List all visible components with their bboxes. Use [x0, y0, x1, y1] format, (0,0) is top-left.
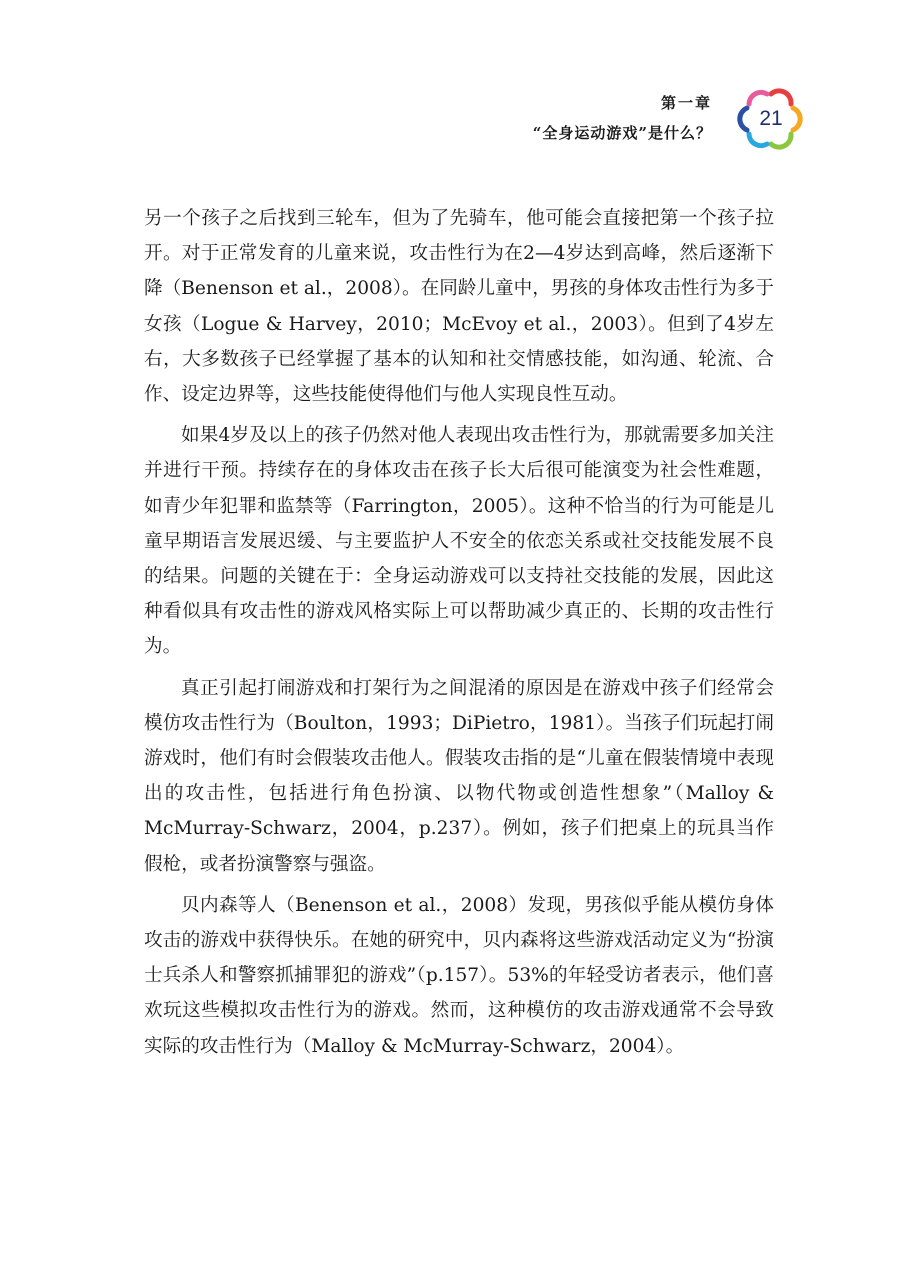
paragraph-2: 如果4岁及以上的孩子仍然对他人表现出攻击性行为，那就需要多加关注并进行干预。持续存在的身体攻击在孩子长大后很可能演变为社会性难题，如青少年犯罪和监禁等（Farrington，2005）。这种不恰当的行为可能是儿童早期语言发展迟缓、与主要监护人不安全的依恋关系或社交技能发展不良的结果。问题的关键在于：全身运动游戏可以支持社交技能的发展，因此这种看似具有攻击性的游戏风格实际上可以帮助减少真正的、长期的攻击性行为。 — [144, 425, 774, 658]
running-header — [533, 92, 712, 144]
paragraph-1: 另一个孩子之后找到三轮车，但为了先骑车，他可能会直接把第一个孩子拉开。对于正常发育的儿童来说，攻击性行为在2—4岁达到高峰，然后逐渐下降（Benenson et al.，2008）。在同龄儿童中，男孩的身体攻击性行为多于女孩（Logue & Harvey，2010；McEvoy et al.，2003）。但到了4岁左右，大多数孩子已经掌握了基本的认知和社交情感技能，如沟通、轮流、合作、设定边界等，这些技能使得他们与他人实现良性互动。 — [144, 208, 774, 406]
body-text — [144, 201, 774, 1064]
paragraph-3: 真正引起打闹游戏和打架行为之间混淆的原因是在游戏中孩子们经常会模仿攻击性行为（Boulton，1993；DiPietro，1981）。当孩子们玩起打闹游戏时，他们有时会假装攻击他人。假装攻击指的是“儿童在假装情境中表现出的攻击性，包括进行角色扮演、以物代物或创造性想象”（Malloy & McMurray-Schwarz，2004，p.237）。例如，孩子们把桌上的玩具当作假枪，或者扮演警察与强盗。 — [144, 677, 774, 875]
chapter-number: 第一章 — [660, 94, 712, 112]
page-number: 21 — [759, 107, 783, 130]
page-number-badge — [734, 82, 808, 156]
chapter-title: “全身运动游戏”是什么？ — [532, 124, 712, 142]
paragraph-4: 贝内森等人（Benenson et al.，2008）发现，男孩似乎能从模仿身体攻击的游戏中获得快乐。在她的研究中，贝内森将这些游戏活动定义为“扮演士兵杀人和警察抓捕罪犯的游戏”（p.157）。53%的年轻受访者表示，他们喜欢玩这些模拟攻击性行为的游戏。然而，这种模仿的攻击游戏通常不会导致实际的攻击性行为（Malloy & McMurray-Schwarz，2004）。 — [144, 894, 774, 1057]
